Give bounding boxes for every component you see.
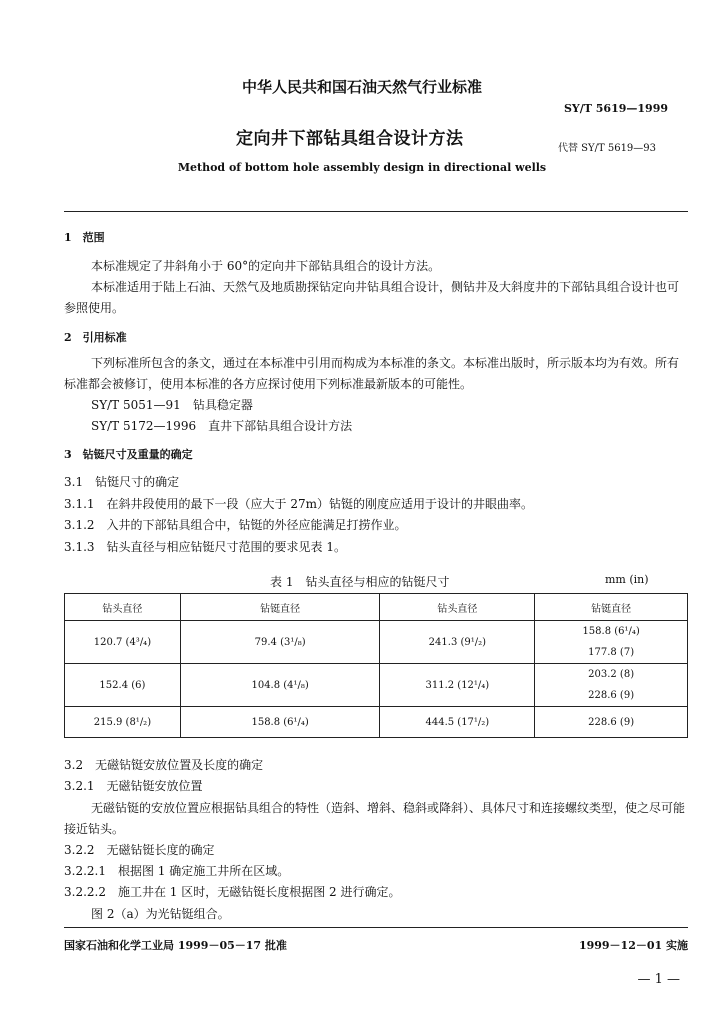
reference-2: SY/T 5172—1996 直井下部钻具组合设计方法 bbox=[91, 419, 353, 433]
clause-3-2-1-para: 无磁钻铤的安放位置应根据钻具组合的特性（造斜、增斜、稳斜或降斜）、具体尺寸和连接螺纹类型，使之尽可能接近钻头。 bbox=[64, 801, 686, 836]
cell-bit: 311.2 (12¹/₄) bbox=[380, 664, 535, 707]
document-title: 定向井下部钻具组合设计方法 bbox=[236, 129, 464, 149]
table-row bbox=[65, 707, 688, 738]
cell-collar: 158.8 (6¹/₄) bbox=[180, 707, 380, 738]
approval-line: 国家石油和化学工业局 1999－05－17 批准 bbox=[64, 939, 287, 952]
table-1-unit: mm (in) bbox=[605, 573, 649, 586]
cell-collar-value: 177.8 (7) bbox=[588, 647, 635, 658]
cell-bit: 241.3 (9¹/₂) bbox=[380, 621, 535, 664]
clause-3-2: 3.2 无磁钻铤安放位置及长度的确定 bbox=[64, 758, 264, 772]
table-1-caption: 表 1 钻头直径与相应的钻铤尺寸 bbox=[270, 575, 450, 589]
page-number: — 1 — bbox=[637, 972, 680, 987]
cell-collar-value: 228.6 (9) bbox=[588, 690, 635, 701]
clause-3-1-2: 3.1.2 入井的下部钻具组合中，钻铤的外径应能满足打捞作业。 bbox=[64, 518, 407, 532]
table-header-row bbox=[65, 594, 688, 621]
cell-collar bbox=[535, 621, 688, 664]
header-divider bbox=[64, 211, 688, 212]
cell-bit: 120.7 (4³/₄) bbox=[65, 621, 181, 664]
header-collar-diameter: 钻铤直径 bbox=[180, 594, 380, 621]
standard-category-title: 中华人民共和国石油天然气行业标准 bbox=[241, 78, 482, 96]
footer-divider bbox=[64, 927, 688, 928]
figure-note: 图 2（a）为光钻铤组合。 bbox=[91, 907, 230, 921]
cell-bit: 444.5 (17¹/₂) bbox=[380, 707, 535, 738]
cell-bit: 152.4 (6) bbox=[65, 664, 181, 707]
header-bit-diameter: 钻头直径 bbox=[380, 594, 535, 621]
cell-collar: 79.4 (3¹/₈) bbox=[180, 621, 380, 664]
english-title: Method of bottom hole assembly design in directional wells bbox=[177, 161, 547, 174]
cell-collar bbox=[535, 664, 688, 707]
section-1-para-1: 本标准规定了井斜角小于 60°的定向井下部钻具组合的设计方法。 bbox=[91, 259, 441, 273]
table-row bbox=[65, 621, 688, 664]
cell-collar-value: 203.2 (8) bbox=[588, 669, 635, 680]
table-row bbox=[65, 664, 688, 707]
clause-3-2-2: 3.2.2 无磁钻铤长度的确定 bbox=[64, 843, 215, 857]
section-2-heading: 2 引用标准 bbox=[64, 331, 127, 344]
cell-bit: 215.9 (8¹/₂) bbox=[65, 707, 181, 738]
header-collar-diameter: 钻铤直径 bbox=[535, 594, 688, 621]
clause-3-1-3: 3.1.3 钻头直径与相应钻铤尺寸范围的要求见表 1。 bbox=[64, 540, 346, 554]
clause-3-2-2-1: 3.2.2.1 根据图 1 确定施工井所在区域。 bbox=[64, 864, 290, 878]
standard-number: SY/T 5619—1999 bbox=[563, 102, 668, 115]
table-1 bbox=[64, 593, 688, 738]
clause-3-1: 3.1 钻铤尺寸的确定 bbox=[64, 475, 180, 489]
clause-3-1-1: 3.1.1 在斜井段使用的最下一段（应大于 27m）钻铤的刚度应适用于设计的井眼曲率。 bbox=[64, 497, 533, 511]
clause-3-2-2-2: 3.2.2.2 施工井在 1 区时，无磁钻铤长度根据图 2 进行确定。 bbox=[64, 885, 401, 899]
replaces-note: 代替 SY/T 5619—93 bbox=[558, 143, 657, 154]
header-bit-diameter: 钻头直径 bbox=[65, 594, 181, 621]
section-1-heading: 1 范围 bbox=[64, 231, 105, 244]
section-2-para-1: 下列标准所包含的条文，通过在本标准中引用而构成为本标准的条文。本标准出版时，所示版本均为有效。所有标准都会被修订，使用本标准的各方应探讨使用下列标准最新版本的可能性。 bbox=[64, 356, 680, 391]
section-3-heading: 3 钻铤尺寸及重量的确定 bbox=[64, 448, 193, 461]
reference-1: SY/T 5051—91 钻具稳定器 bbox=[91, 398, 253, 412]
cell-collar: 104.8 (4¹/₈) bbox=[180, 664, 380, 707]
effective-date: 1999－12－01 实施 bbox=[578, 939, 688, 952]
cell-collar-value: 158.8 (6¹/₄) bbox=[582, 626, 640, 637]
clause-3-2-1: 3.2.1 无磁钻铤安放位置 bbox=[64, 779, 203, 793]
section-1-para-2: 本标准适用于陆上石油、天然气及地质勘探钻定向井钻具组合设计，侧钻井及大斜度井的下部钻具组合设计也可参照使用。 bbox=[64, 280, 680, 315]
cell-collar: 228.6 (9) bbox=[535, 707, 688, 738]
